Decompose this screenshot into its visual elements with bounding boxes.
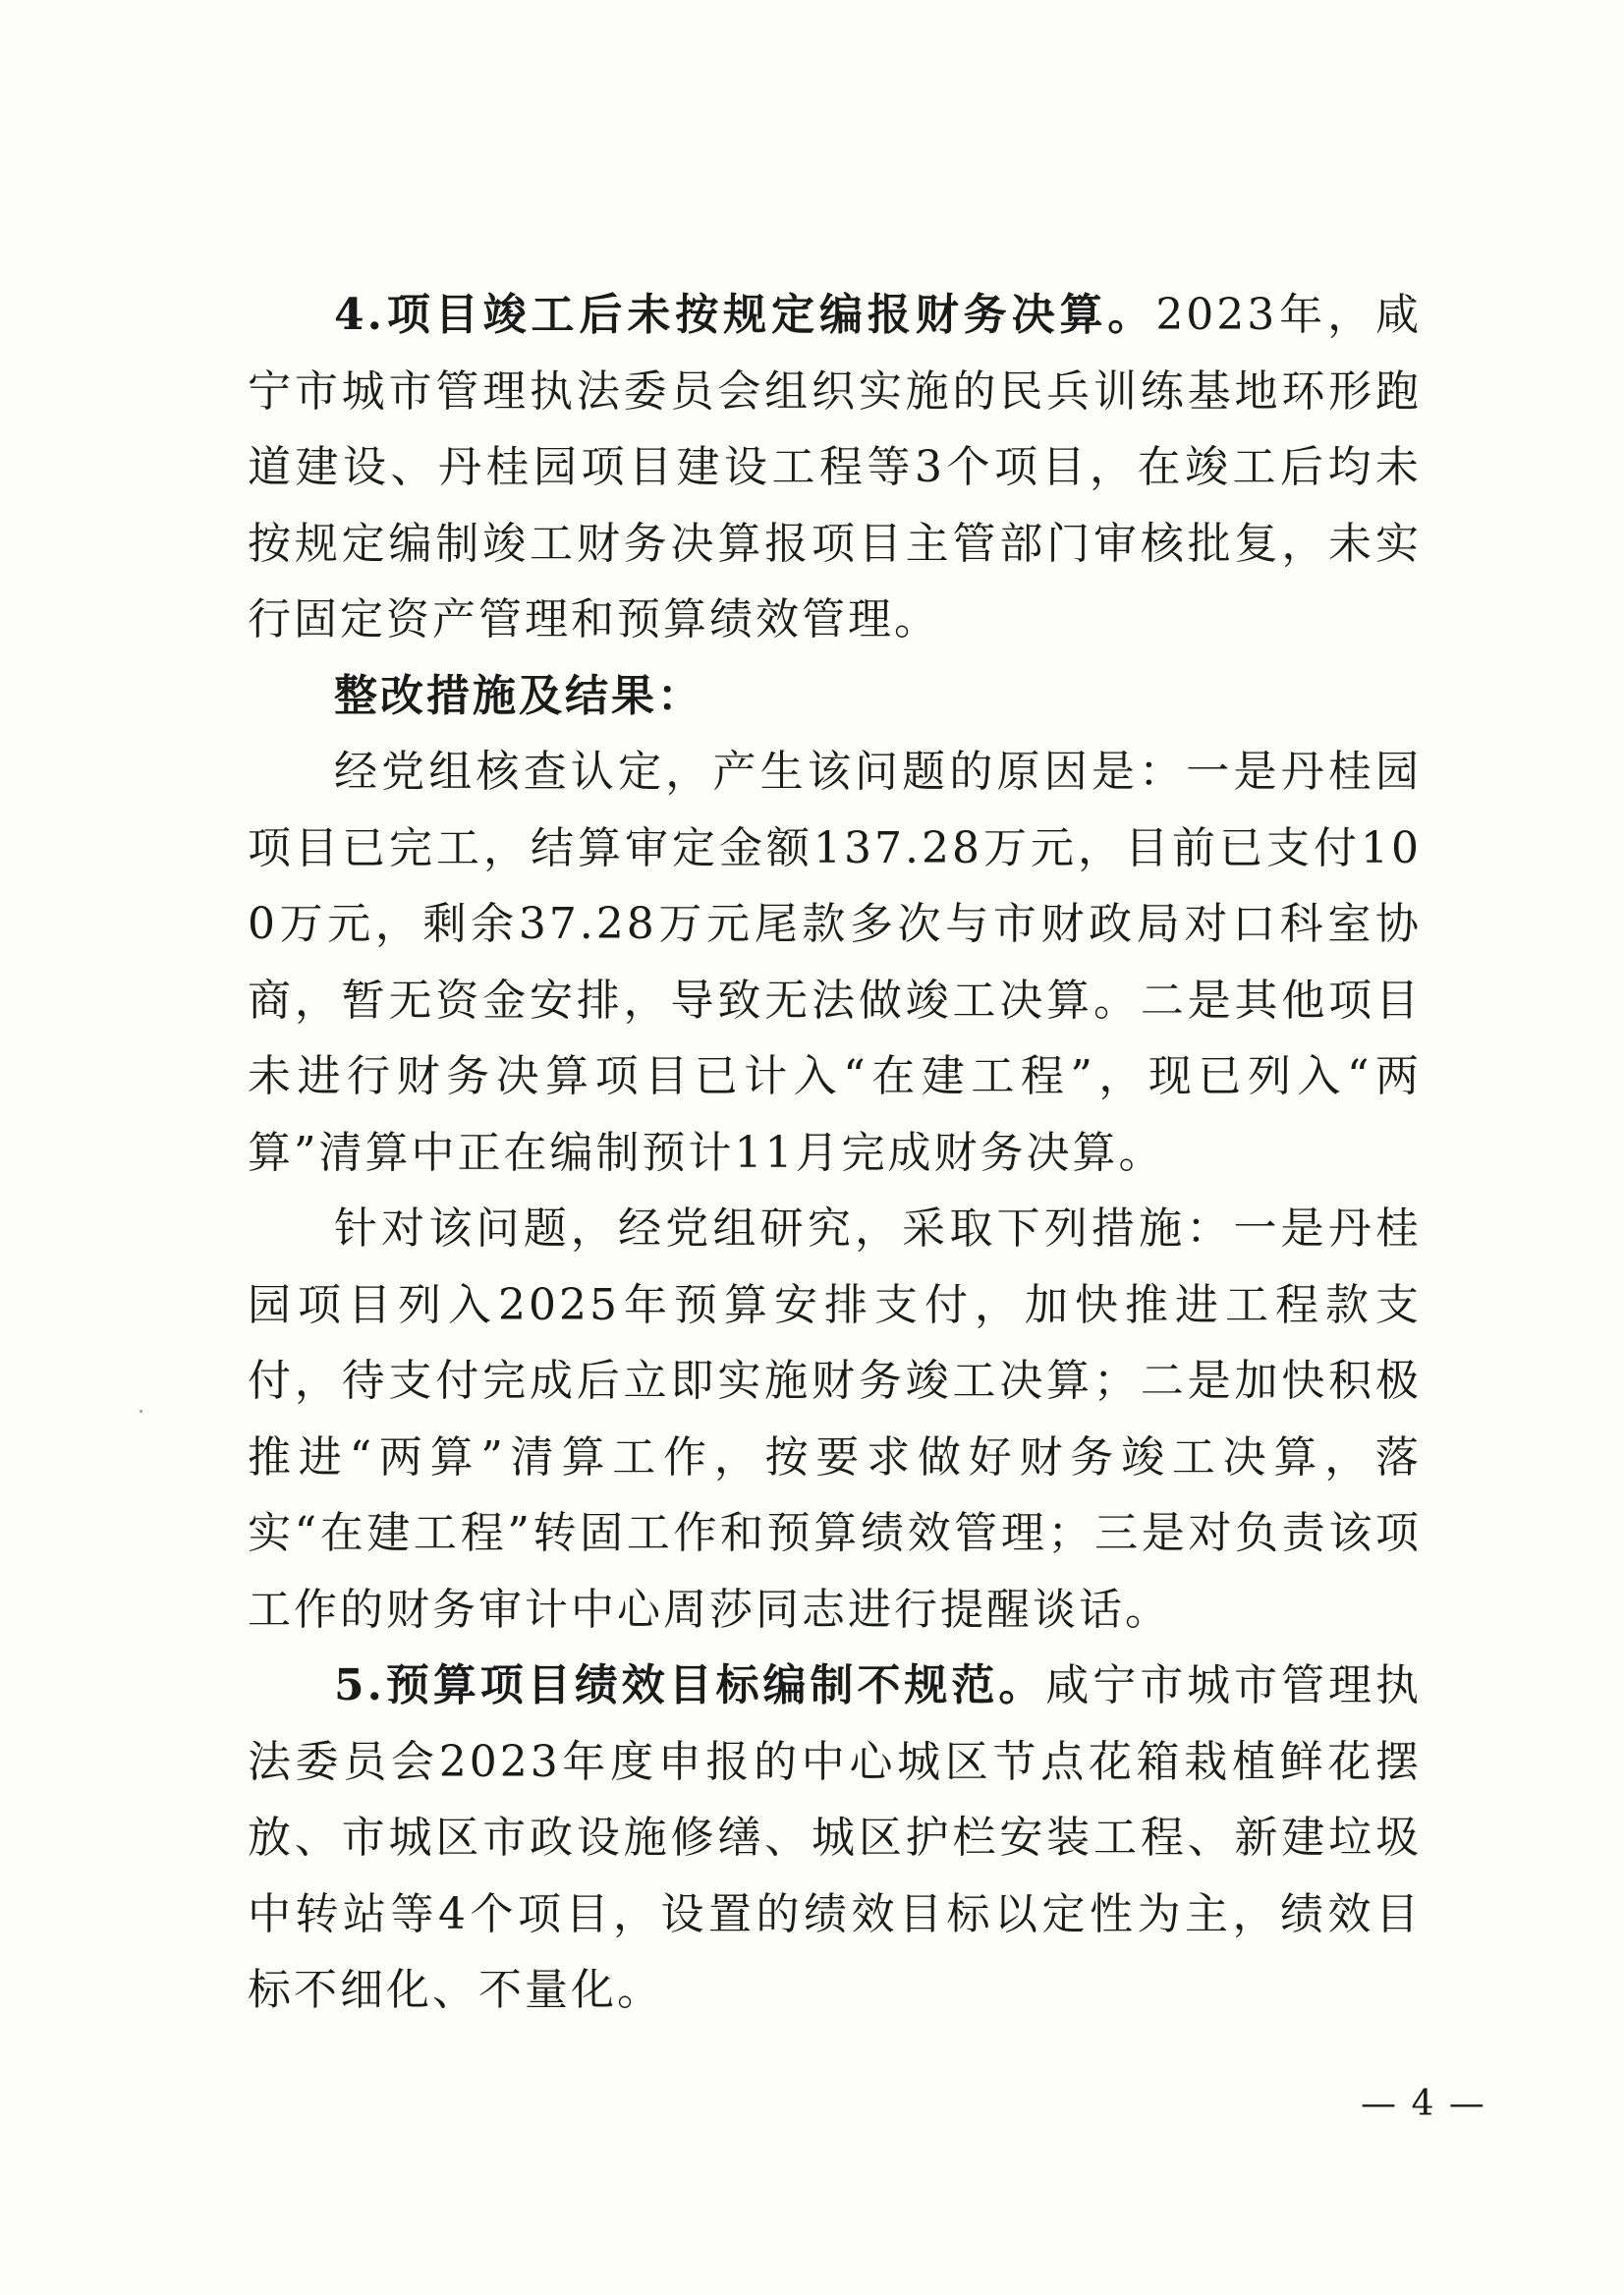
issue-4-heading: 4.项目竣工后未按规定编报财务决算。 [334, 290, 1156, 340]
page-number: — 4 — [1361, 2084, 1486, 2124]
paragraph-cause [248, 734, 1422, 1191]
document-body [248, 277, 1422, 2029]
paragraph-issue-5 [248, 1648, 1422, 2029]
cause-text: 经党组核查认定，产生该问题的原因是：一是丹桂园项目已完工，结算审定金额137.28万元，目前已支付100万元，剩余37.28万元尾款多次与市财政局对口科室协商，暂无资金安排，导致无法做竣工决算。二是其他项目未进行财务决算项目已计入“在建工程”，现已列入“两算”清算中正在编制预计11月完成财务决算。 [248, 747, 1422, 1178]
issue-5-heading: 5.预算项目绩效目标编制不规范。 [334, 1660, 1046, 1710]
measures-text: 针对该问题，经党组研究，采取下列措施：一是丹桂园项目列入2025年预算安排支付，加快推进工程款支付，待支付完成后立即实施财务竣工决算；二是加快积极推进“两算”清算工作，按要求做好财务竣工决算，落实“在建工程”转固工作和预算绩效管理；三是对负责该项工作的财务审计中心周莎同志进行提醒谈话。 [248, 1203, 1422, 1635]
paragraph-issue-4 [248, 277, 1422, 658]
paragraph-measures [248, 1191, 1422, 1648]
issue-5-text: 咸宁市城市管理执法委员会2023年度申报的中心城区节点花箱栽植鲜花摆放、市城区市政设施修缮、城区护栏安装工程、新建垃圾中转站等4个项目，设置的绩效目标以定性为主，绩效目标不细化、不量化。 [248, 1660, 1422, 2015]
rectification-heading-text: 整改措施及结果： [334, 670, 703, 721]
scan-speck [140, 1410, 142, 1413]
rectification-heading [248, 658, 1422, 735]
issue-4-text: 2023年，咸宁市城市管理执法委员会组织实施的民兵训练基地环形跑道建设、丹桂园项目建设工程等3个项目，在竣工后均未按规定编制竣工财务决算报项目主管部门审核批复，未实行固定资产管理和预算绩效管理。 [248, 290, 1423, 644]
